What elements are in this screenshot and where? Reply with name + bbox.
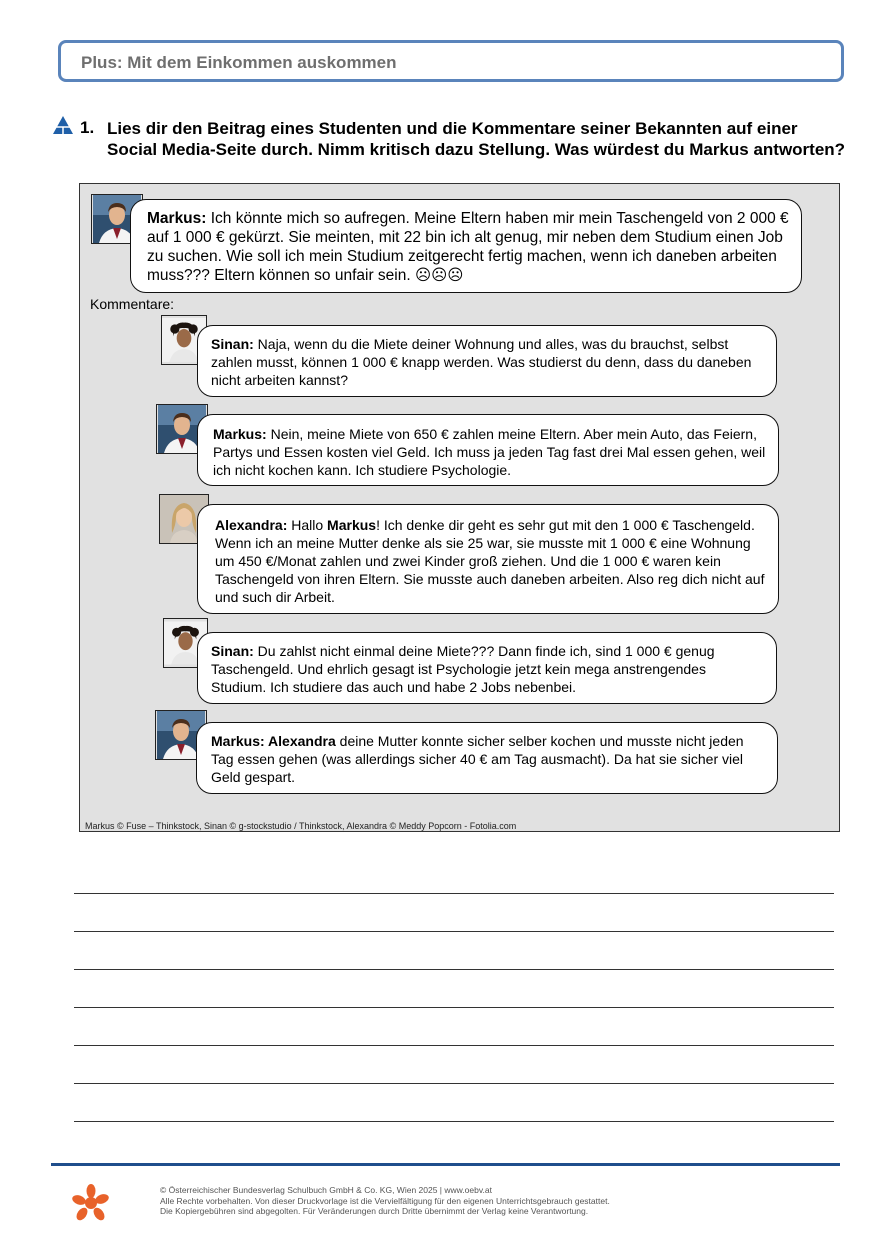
answer-line: [74, 1045, 834, 1046]
comment-bubble-1: [197, 325, 777, 397]
comment-bubble-2: [197, 414, 779, 486]
answer-line: [74, 1083, 834, 1084]
difficulty-triangle-icon: [53, 116, 73, 134]
comment-mention: Markus: [327, 517, 377, 533]
social-media-panel: [79, 183, 840, 832]
comment-author: Markus:: [213, 426, 267, 442]
publisher-logo-icon: [72, 1184, 110, 1222]
comment-text: deine Mutter konnte sicher selber kochen und musste nicht jeden Tag essen gehen (was allerdings sicher 40 € am Tag ausmacht). Da hat sie sicher viel Geld gespart.: [211, 733, 744, 785]
comment-text: Nein, meine Miete von 650 € zahlen meine Eltern. Aber mein Auto, das Feiern, Partys und Essen kosten viel Geld. Ich muss ja jeden Tag fast drei Mal essen gehen, weil ich nicht kochen kann. Ich studiere Psychologie.: [213, 426, 766, 478]
post-text: Ich könnte mich so aufregen. Meine Eltern haben mir mein Taschengeld von 2 000 € auf 1 000 € gekürzt. Sie meinten, mit 22 bin ich alt genug, mir neben dem Studium einen Job zu suchen. Wie soll ich mein Studium zeitgerecht fertig machen, wenn ich daneben arbeiten muss??? Eltern können so unfair sein. ☹☹☹: [147, 210, 789, 284]
comment-bubble-5: [196, 722, 778, 794]
footer-line: Alle Rechte vorbehalten. Von dieser Druckvorlage ist die Vervielfältigung für den eigenen Unterrichtsgebrauch gestattet.: [160, 1195, 610, 1206]
post-bubble: [130, 199, 802, 293]
post-author: Markus:: [147, 210, 207, 227]
section-title: Plus: Mit dem Einkommen auskommen: [81, 53, 397, 72]
comment-text: Du zahlst nicht einmal deine Miete??? Dann finde ich, sind 1 000 € genug Taschengeld. Und ehrlich gesagt ist Psychologie jetzt kein mega anstrengendes Studium. Ich studiere das auch und habe 2 Jobs nebenbei.: [211, 643, 715, 695]
comment-author: Markus:: [211, 733, 265, 749]
answer-line: [74, 1007, 834, 1008]
footer-copyright: [160, 1185, 610, 1217]
comment-author: Sinan:: [211, 336, 254, 352]
answer-line: [74, 931, 834, 932]
comments-label: Kommentare:: [90, 296, 175, 312]
comment-text: Naja, wenn du die Miete deiner Wohnung und alles, was du brauchst, selbst zahlen musst, können 1 000 € knapp werden. Was studierst du denn, dass du daneben nicht arbeiten kannst?: [211, 336, 752, 388]
image-credits: Markus © Fuse – Thinkstock, Sinan © g-stockstudio / Thinkstock, Alexandra © Meddy Popcorn - Fotolia.com: [85, 821, 517, 831]
task-number: 1.: [80, 118, 95, 137]
comment-bubble-3: [197, 504, 779, 614]
section-header: [58, 40, 844, 82]
answer-line: [74, 1121, 834, 1122]
comment-author: Alexandra:: [215, 517, 288, 533]
footer-line: © Österreichischer Bundesverlag Schulbuch GmbH & Co. KG, Wien 2025 | www.oebv.at: [160, 1185, 492, 1195]
comment-text: ! Ich denke dir geht es sehr gut mit den 1 000 € Taschengeld. Wenn ich an meine Mutter denke als sie 25 war, sie musste mit 1 000 € eine Wohnung um 450 €/Monat zahlen und zwei Kinder groß ziehen. Und die 1 000 € waren kein Taschengeld von ihren Eltern. Sie musste auch daneben arbeiten. Also reg dich nicht auf und such dir Arbeit.: [215, 517, 765, 605]
comment-author: Sinan:: [211, 643, 254, 659]
comment-text: Hallo: [287, 517, 328, 533]
task-instruction: Lies dir den Beitrag eines Studenten und die Kommentare seiner Bekannten auf einer Social Media-Seite durch. Nimm kritisch dazu Stellung. Was würdest du Markus antworten?: [107, 119, 846, 159]
comment-mention: Alexandra: [264, 733, 336, 749]
answer-line: [74, 893, 834, 894]
footer-line: Die Kopiergebühren sind abgegolten. Für Veränderungen durch Dritte übernimmt der Verlag keine Verantwortung.: [160, 1206, 589, 1216]
footer-rule: [51, 1163, 840, 1166]
comment-bubble-4: [197, 632, 777, 704]
answer-line: [74, 969, 834, 970]
